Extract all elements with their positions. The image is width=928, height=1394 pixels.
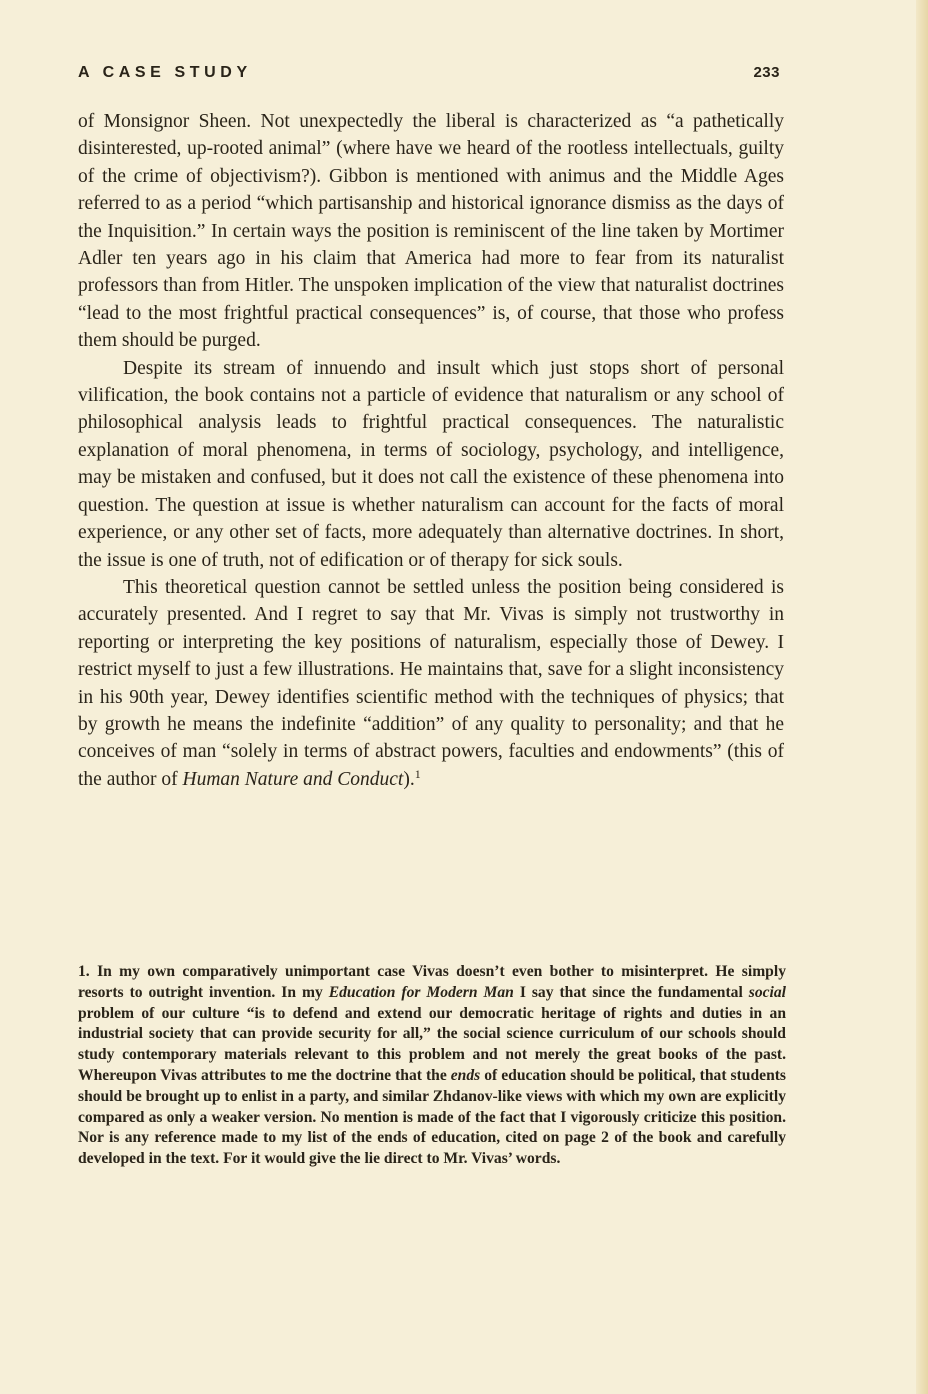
page-edge-shadow	[916, 0, 928, 1394]
footnote-text-part1: In my own comparatively unimportant case Vivas doesn’t even bother to misinterpret. He simply resorts to outright invention. In my	[78, 963, 786, 1001]
footnote-number: 1.	[78, 963, 90, 980]
footnote-1	[78, 962, 786, 1170]
footnote-reference: 1	[414, 766, 421, 781]
emphasis-social: social	[748, 983, 787, 1001]
paragraph-2: Despite its stream of innuendo and insult which just stops short of personal vilification, the book contains not a particle of evidence that naturalism or any school of philosophical analysis leads to frightful practical consequences. The naturalistic explanation of moral phenomena, in terms of sociology, psychology, and intelligence, may be mistaken and confused, but it does not call the existence of these phenomena into question. The question at issue is whether naturalism can account for the facts of moral experience, or any other set of facts, more adequately than alternative doctrines. In short, the issue is one of truth, not of edification or of therapy for sick souls.	[78, 357, 784, 571]
running-head	[78, 64, 780, 90]
running-head-title: A CASE STUDY	[78, 64, 252, 81]
book-title-human-nature: Human Nature and Conduct	[182, 768, 404, 790]
page-number: 233	[753, 64, 780, 81]
paragraph-3	[78, 574, 784, 793]
footnote-text-part2: I say that since the fundamental	[519, 983, 743, 1001]
paragraph-3-closing: ).	[403, 768, 415, 790]
footnote-text-part3: problem of our culture “is to defend and extend our democratic heritage of rights and duties in an industrial society that can provide security for all,” the social science curriculum of our schools should study contemporary materials relevant to this problem and not merely the great books of the past. Whereupon Vivas attributes to me the doctrine that the	[78, 1004, 786, 1084]
book-title-education: Education for Modern Man	[328, 983, 514, 1001]
paragraph-3-text: This theoretical question cannot be settled unless the position being considered is accurately presented. And I regret to say that Mr. Vivas is simply not trustworthy in reporting or interpreting the key positions of naturalism, especially those of Dewey. I restrict myself to just a few illustrations. He maintains that, save for a slight inconsistency in his 90th year, Dewey identifies scientific method with the techniques of physics; that by growth he means the indefinite “addition” of any quality to personality; and that he conceives of man “solely in terms of abstract powers, faculties and endowments” (this of the author of	[78, 576, 784, 790]
footnote-text-part4: of education should be political, that students should be brought up to enlist in a party, and similar Zhdanov-like views with which my own are explicitly compared as only a weaker version. No mention is made of the fact that I vigorously criticize this position. Nor is any reference made to my list of the ends of education, cited on page 2 of the book and carefully developed in the text. For it would give the lie direct to Mr. Vivas’ words.	[78, 1066, 786, 1168]
emphasis-ends: ends	[450, 1066, 481, 1084]
body-text	[78, 108, 784, 793]
paragraph-1: of Monsignor Sheen. Not unexpectedly the liberal is characterized as “a pathetically disinterested, up-rooted animal” (where have we heard of the rootless intellectuals, guilty of the crime of objectivism?). Gibbon is mentioned with animus and the Middle Ages referred to as a period “which partisanship and historical ignorance dismiss as the days of the Inquisition.” In certain ways the position is reminiscent of the line taken by Mortimer Adler ten years ago in his claim that America had more to fear from its naturalist professors than from Hitler. The unspoken implication of the view that naturalist doctrines “lead to the most frightful practical consequences” is, of course, that those who profess them should be purged.	[78, 111, 784, 352]
